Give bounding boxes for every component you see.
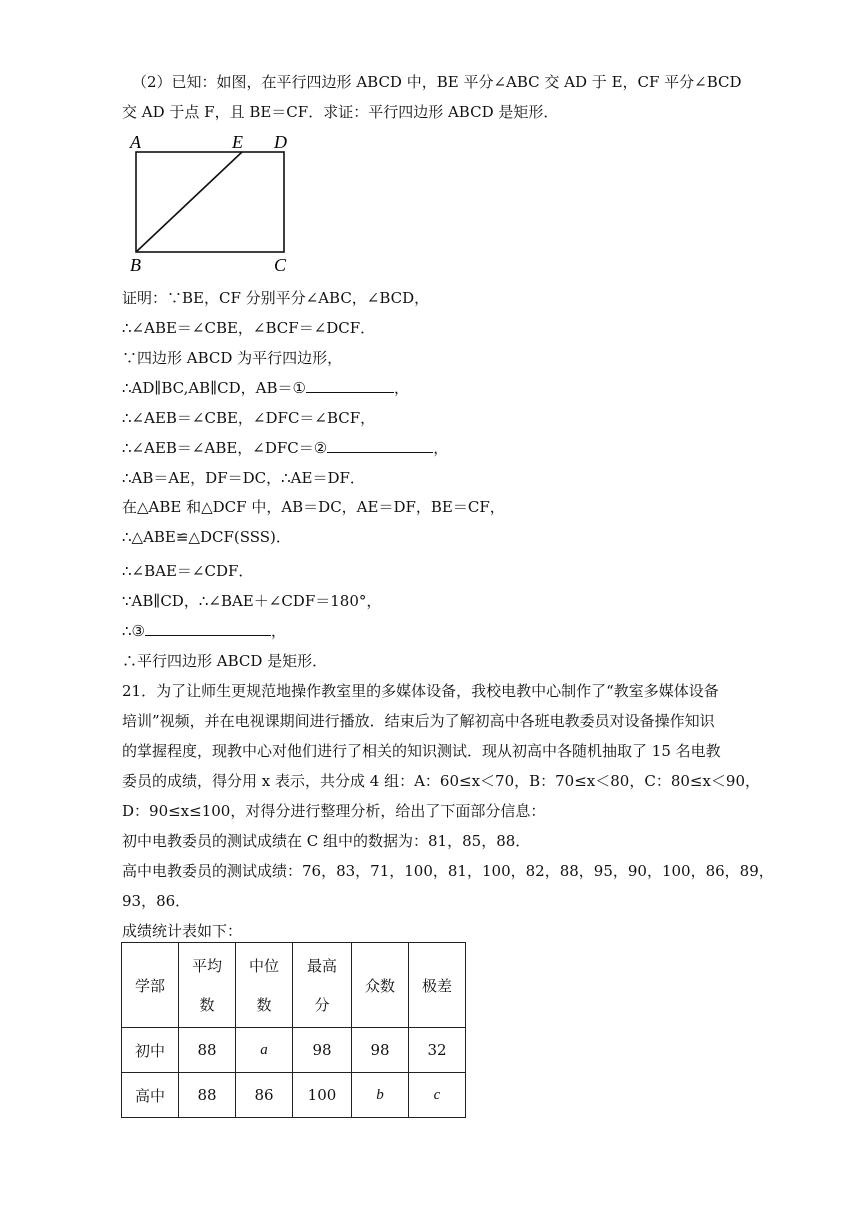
- table-cell: 88: [179, 1073, 236, 1118]
- table-header-row: [122, 943, 466, 1028]
- problem-line-2: 交 AD 于点 F，且 BE＝CF．求证：平行四边形 ABCD 是矩形．: [122, 103, 559, 121]
- header-cell: 众数: [352, 943, 409, 1028]
- table-row: [122, 1073, 466, 1118]
- question-text: 初中电教委员的测试成绩在 C 组中的数据为：81，85，88．: [122, 832, 531, 850]
- table-cell: 86: [236, 1073, 293, 1118]
- answer-blank-3[interactable]: [145, 621, 271, 636]
- header-cell: 极差: [409, 943, 466, 1028]
- proof-line: [122, 621, 286, 641]
- proof-line: [122, 438, 448, 458]
- proof-punct: ，: [393, 379, 409, 397]
- label-e: E: [232, 132, 243, 152]
- proof-line: ∴平行四边形 ABCD 是矩形．: [122, 652, 328, 670]
- proof-text: ∴AD∥BC,AB∥CD，AB＝①: [122, 379, 306, 397]
- label-b: B: [130, 255, 141, 275]
- table-cell: 高中: [122, 1073, 179, 1118]
- problem-line-1: （2）已知：如图，在平行四边形 ABCD 中，BE 平分∠ABC 交 AD 于 E，CF 平分∠BCD: [132, 73, 742, 91]
- table-cell: 初中: [122, 1028, 179, 1073]
- proof-line: ∴∠AEB＝∠CBE，∠DFC＝∠BCF，: [122, 409, 376, 427]
- question-text: 培训”视频，并在电视课期间进行播放．结束后为了解初高中各班电教委员对设备操作知识: [122, 712, 715, 730]
- question-text: 的掌握程度，现教中心对他们进行了相关的知识测试．现从初高中各随机抽取了 15 名电教: [122, 742, 721, 760]
- question-text: 21．为了让师生更规范地操作教室里的多媒体设备，我校电教中心制作了“教室多媒体设备: [122, 682, 719, 700]
- proof-line: ∴AB＝AE，DF＝DC，∴AE＝DF．: [122, 469, 365, 487]
- proof-punct: ，: [271, 622, 287, 640]
- table-row: [122, 1028, 466, 1073]
- proof-line: ∵AB∥CD，∴∠BAE＋∠CDF＝180°，: [122, 592, 382, 610]
- table-cell: 32: [409, 1028, 466, 1073]
- header-cell: 平均 数: [179, 943, 236, 1028]
- answer-blank-2[interactable]: [327, 438, 433, 453]
- label-c: C: [274, 255, 287, 275]
- parallelogram-figure: [126, 130, 296, 276]
- table-cell: 88: [179, 1028, 236, 1073]
- answer-blank-1[interactable]: [306, 378, 394, 393]
- table-cell: 98: [293, 1028, 352, 1073]
- proof-line: 证明：∵BE，CF 分别平分∠ABC，∠BCD，: [122, 289, 430, 307]
- header-cell: 学部: [122, 943, 179, 1028]
- label-a: A: [130, 132, 141, 152]
- rectangle-abcd: [136, 152, 284, 252]
- table-cell: 98: [352, 1028, 409, 1073]
- proof-text: ∴③: [122, 622, 145, 640]
- question-text: 成绩统计表如下：: [122, 922, 243, 940]
- proof-line: [122, 378, 409, 398]
- proof-line: ∴∠ABE＝∠CBE，∠BCF＝∠DCF．: [122, 319, 376, 337]
- question-text: 委员的成绩，得分用 x 表示，共分成 4 组：A：60≤x＜70，B：70≤x＜80，C：80≤x＜90，: [122, 772, 761, 790]
- score-stats-table: [121, 942, 466, 1118]
- question-text: 93，86．: [122, 892, 191, 910]
- table-cell: 100: [293, 1073, 352, 1118]
- table-cell: c: [409, 1073, 466, 1118]
- header-cell: 最高 分: [293, 943, 352, 1028]
- table-cell: a: [236, 1028, 293, 1073]
- segment-be: [136, 152, 242, 252]
- proof-line: ∵四边形 ABCD 为平行四边形，: [122, 349, 343, 367]
- proof-punct: ，: [433, 439, 449, 457]
- question-text: D：90≤x≤100，对得分进行整理分析，给出了下面部分信息：: [122, 802, 546, 820]
- label-d: D: [274, 132, 287, 152]
- proof-line: ∴△ABE≌△DCF(SSS)．: [122, 528, 291, 546]
- proof-text: ∴∠AEB＝∠ABE，∠DFC＝②: [122, 439, 328, 457]
- table-cell: b: [352, 1073, 409, 1118]
- question-text: 高中电教委员的测试成绩：76，83，71，100，81，100，82，88，95，90，100，86，89，: [122, 862, 774, 880]
- header-cell: 中位 数: [236, 943, 293, 1028]
- proof-line: 在△ABE 和△DCF 中，AB＝DC，AE＝DF，BE＝CF，: [122, 498, 505, 516]
- proof-line: ∴∠BAE＝∠CDF．: [122, 562, 254, 580]
